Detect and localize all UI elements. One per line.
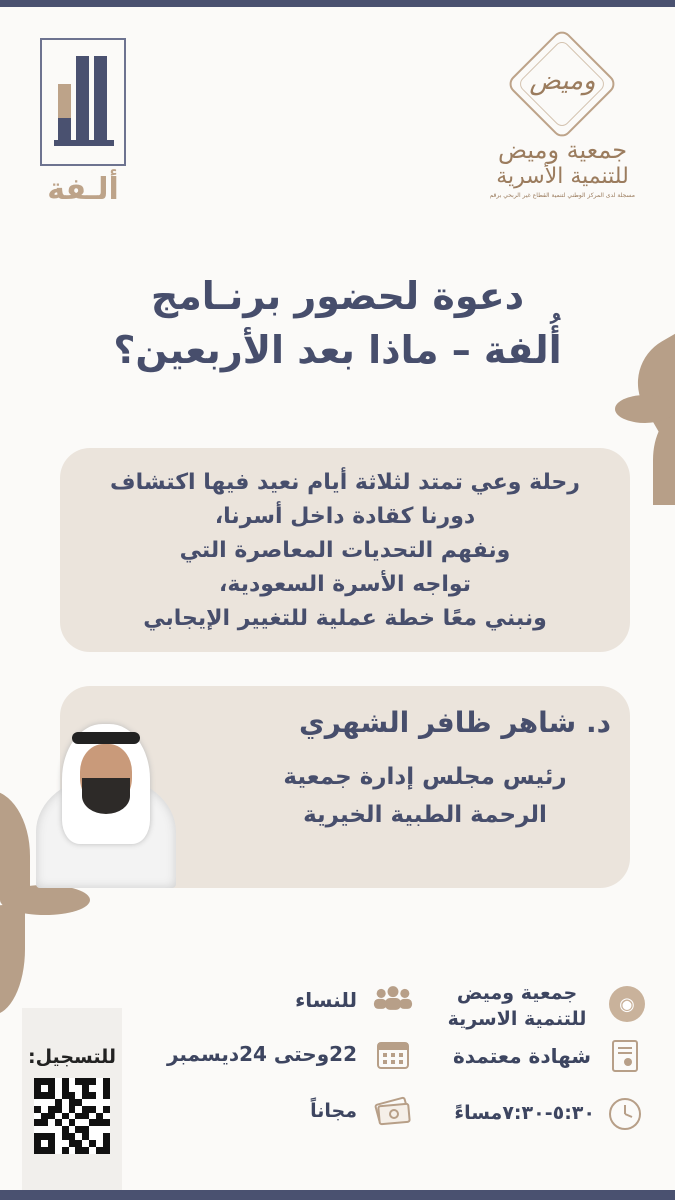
speaker-title bbox=[175, 758, 675, 834]
speaker-title-line2: الرحمة الطبية الخيرية bbox=[303, 802, 547, 828]
speaker-name: د. شاهر ظافر الشهري bbox=[299, 706, 611, 739]
certificate-text: شهادة معتمدة bbox=[452, 1044, 591, 1068]
org-name-line2: للتنمية الأسرية bbox=[496, 164, 629, 189]
org-name-line1: جمعية وميض bbox=[497, 136, 628, 164]
location-pin-icon: ◉ bbox=[609, 986, 645, 1022]
time-text: ٥:٣٠-٧:٣٠مساءً bbox=[454, 1102, 595, 1124]
headline-line1: دعوة لحضور برنـامج bbox=[150, 274, 525, 318]
decor-petal bbox=[0, 905, 25, 1015]
audience-text: للنساء bbox=[295, 988, 357, 1012]
date-text: 22وحتى 24ديسمبر bbox=[166, 1042, 357, 1066]
location-line2: للتنمية الاسرية bbox=[447, 1008, 587, 1030]
date-info bbox=[163, 1036, 413, 1076]
decor-petal bbox=[0, 790, 30, 900]
certificate-icon bbox=[605, 1038, 645, 1074]
alfa-logo-text: ألـفة bbox=[47, 172, 119, 207]
money-icon bbox=[373, 1092, 413, 1128]
alfa-logo bbox=[40, 38, 126, 166]
description-line: تواجه الأسرة السعودية، bbox=[219, 572, 471, 597]
invitation-headline bbox=[60, 270, 615, 378]
bottom-frame-bar bbox=[0, 1190, 675, 1200]
program-description-card bbox=[60, 448, 630, 652]
people-icon bbox=[373, 980, 413, 1016]
description-line: دورنا كقادة داخل أسرنا، bbox=[214, 504, 476, 529]
top-frame-bar bbox=[0, 0, 675, 7]
logo-emblem-text: وميض bbox=[529, 66, 596, 96]
org-fine-print: مسجلة لدى المركز الوطني لتنمية القطاع غير الربحي برقم bbox=[490, 192, 635, 199]
location-info bbox=[425, 980, 645, 1036]
description-line: ونفهم التحديات المعاصرة التي bbox=[179, 538, 511, 563]
speaker-title-line1: رئيس مجلس إدارة جمعية bbox=[283, 764, 567, 790]
audience-info bbox=[273, 980, 413, 1020]
certificate-info bbox=[405, 1038, 645, 1078]
clock-icon bbox=[605, 1096, 645, 1132]
wameedh-logo bbox=[490, 40, 635, 200]
location-line1: جمعية وميض bbox=[456, 982, 578, 1004]
time-info bbox=[425, 1096, 645, 1136]
headline-line2: أُلفة – ماذا بعد الأربعين؟ bbox=[113, 328, 562, 372]
price-text: مجاناً bbox=[310, 1100, 357, 1122]
description-line: ونبني معًا خطة عملية للتغيير الإيجابي bbox=[143, 606, 547, 631]
registration-label: للتسجيل: bbox=[28, 1046, 116, 1068]
price-info bbox=[283, 1092, 413, 1132]
registration-qr-code[interactable] bbox=[34, 1078, 110, 1154]
speaker-photo bbox=[36, 716, 176, 888]
description-line: رحلة وعي تمتد لثلاثة أيام نعيد فيها اكتشاف bbox=[110, 470, 580, 495]
calendar-icon bbox=[373, 1036, 413, 1072]
